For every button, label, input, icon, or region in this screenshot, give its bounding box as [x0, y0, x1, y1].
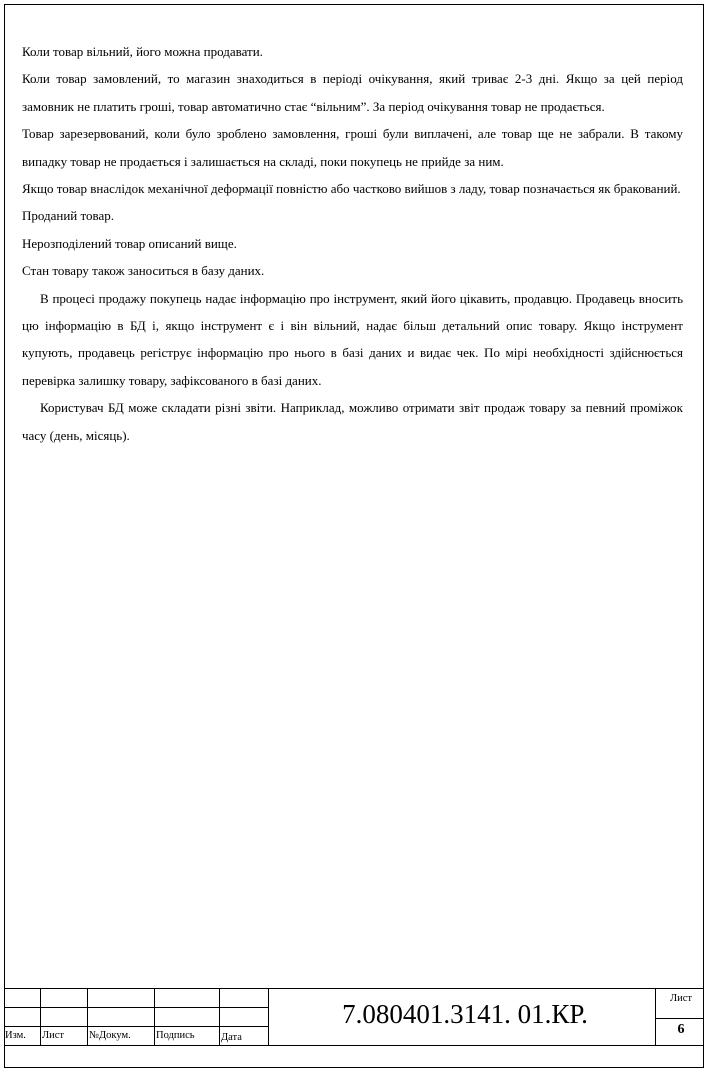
title-block-row-divider — [4, 1026, 268, 1027]
sheet-number: 6 — [677, 1022, 685, 1037]
title-block-row-divider — [4, 1007, 268, 1008]
column-doc-number-label: №Докум. — [89, 1030, 131, 1041]
title-block — [4, 988, 704, 1046]
column-izm-label: Изм. — [5, 1030, 26, 1041]
title-block-divider — [268, 989, 269, 1046]
column-list-label: Лист — [42, 1030, 64, 1041]
title-block-divider — [154, 989, 155, 1046]
paragraph-4: Якщо товар внаслідок механічної деформації повністю або частково вийшов з ладу, товар позначається як бракований. — [22, 181, 681, 197]
paragraph-7: Стан товару також заноситься в базу даних. — [22, 263, 265, 279]
column-signature-label: Подпись — [156, 1030, 195, 1041]
sheet-cell-divider — [655, 1018, 704, 1019]
paragraph-8: В процесі продажу покупець надає інформацію про інструмент, який його цікавить, продавцю. Продавець вносить цю інформацію в БД і, якщо інструмент є і він вільний, надає більш детальний опис товару. Якщо інструмент купують, продавець регіструє інформацію про нього в базі даних и видає чек. По мірі необхідності здійснюється перевірка залишку товару, зафіксованого в базі даних. — [22, 290, 683, 388]
paragraph-3: Товар зарезервований, коли було зроблено замовлення, гроші були виплачені, але товар ще не забрали. В такому випадку товар не продається і залишається на складі, поки покупець не прийде за ним. — [22, 126, 683, 169]
paragraph-6: Нерозподілений товар описаний вище. — [22, 235, 237, 251]
paragraph-5: Проданий товар. — [22, 208, 115, 224]
title-block-divider — [40, 989, 41, 1046]
paragraph-2: Коли товар замовлений, то магазин знаходиться в періоді очікування, який триває 2-3 дні. Якщо за цей період замовник не платить гроші, товар автоматично стає “вільним”. За період очікування товар не продається. — [22, 71, 683, 114]
paragraph-9: Користувач БД може складати різні звіти. Наприклад, можливо отримати звіт продаж товару за певний проміжок часу (день, місяць). — [22, 400, 683, 443]
document-body — [22, 38, 683, 449]
sheet-label: Лист — [670, 993, 692, 1004]
title-block-divider — [87, 989, 88, 1046]
column-date-label: Дата — [221, 1032, 242, 1043]
document-code: 7.080401.3141. 01.КР. — [342, 999, 588, 1029]
title-block-divider — [219, 989, 220, 1046]
paragraph-1: Коли товар вільний, його можна продавати. — [22, 44, 263, 59]
